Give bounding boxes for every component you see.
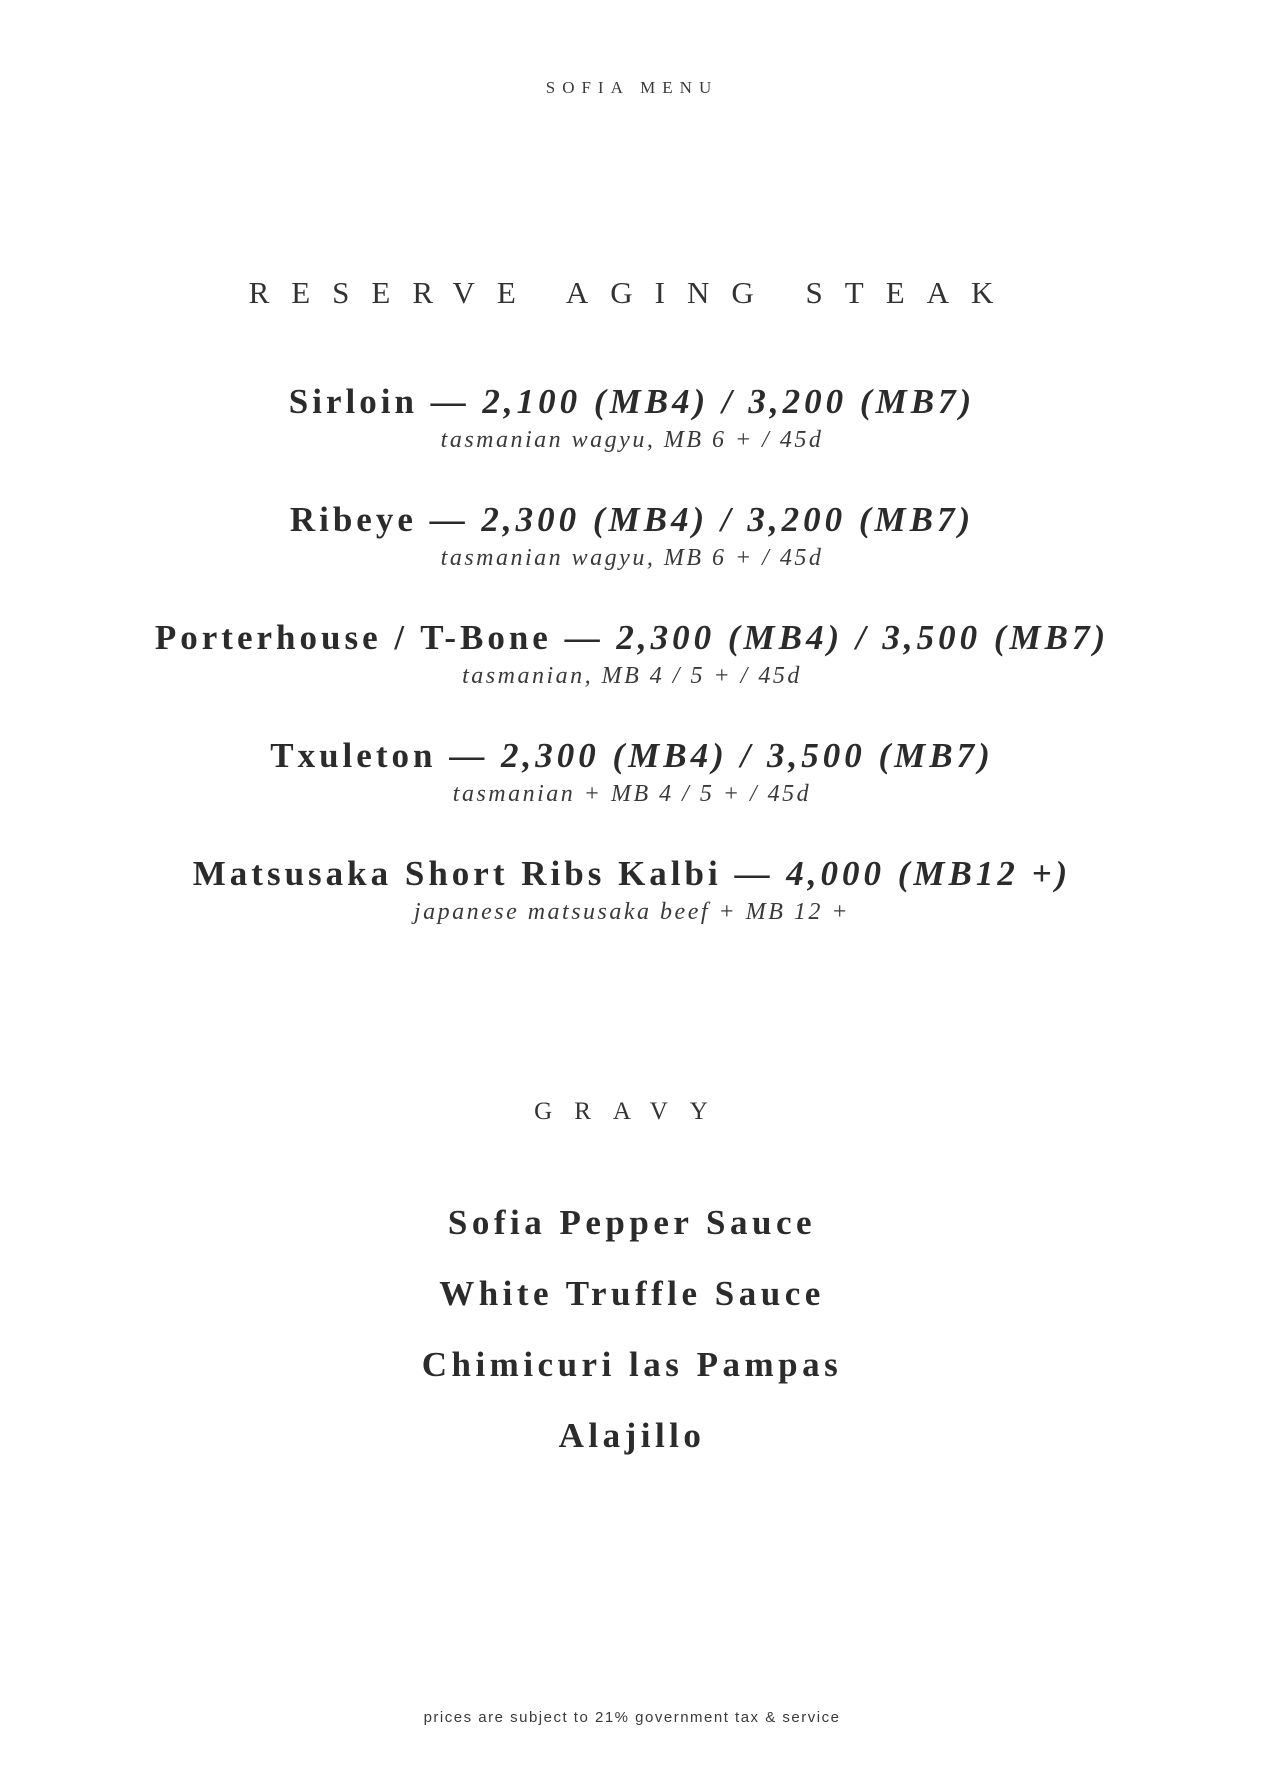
gravy-item-alajillo: Alajillo <box>558 1416 706 1455</box>
gravy-list <box>0 1198 1264 1482</box>
menu-item-description: tasmanian wagyu, MB 6 + / 45d <box>440 545 824 571</box>
price-separator: — <box>430 382 470 421</box>
menu-item-line <box>0 852 1264 896</box>
menu-item-description: tasmanian, MB 4 / 5 + / 45d <box>462 663 802 689</box>
menu-item-line <box>0 616 1264 660</box>
menu-item-price: 4,000 (MB12 +) <box>786 854 1072 893</box>
menu-item-price: 2,300 (MB4) / 3,500 (MB7) <box>616 618 1110 657</box>
menu-item-ribeye <box>0 498 1264 616</box>
price-separator: — <box>564 618 604 657</box>
page-title: SOFIA MENU <box>545 78 719 97</box>
gravy-item-white-truffle-sauce: White Truffle Sauce <box>439 1274 825 1313</box>
price-separator: — <box>734 854 774 893</box>
menu-item-name: Porterhouse / T-Bone <box>154 618 552 657</box>
gravy-item-sofia-pepper-sauce: Sofia Pepper Sauce <box>447 1203 817 1242</box>
price-separator: — <box>449 736 489 775</box>
menu-item-price: 2,100 (MB4) / 3,200 (MB7) <box>482 382 976 421</box>
menu-item-porterhouse-t-bone <box>0 616 1264 734</box>
menu-item-sirloin <box>0 380 1264 498</box>
steak-list <box>0 380 1264 970</box>
menu-item-name: Matsusaka Short Ribs Kalbi <box>192 854 722 893</box>
section-title-gravy: GRAVY <box>534 1098 730 1125</box>
menu-item-price: 2,300 (MB4) / 3,500 (MB7) <box>500 736 994 775</box>
menu-item-line <box>0 380 1264 424</box>
menu-item-name: Txuleton <box>270 736 437 775</box>
footer-tax-note: prices are subject to 21% government tax & service <box>423 1709 841 1726</box>
menu-item-name: Ribeye <box>289 500 417 539</box>
menu-item-price: 2,300 (MB4) / 3,200 (MB7) <box>481 500 975 539</box>
menu-item-line <box>0 734 1264 778</box>
menu-item-line <box>0 498 1264 542</box>
menu-item-description: tasmanian wagyu, MB 6 + / 45d <box>440 427 824 453</box>
menu-item-description: tasmanian + MB 4 / 5 + / 45d <box>452 781 812 807</box>
menu-item-txuleton <box>0 734 1264 852</box>
section-title-reserve-aging-steak: RESERVE AGING STEAK <box>248 275 1016 310</box>
gravy-item-chimicuri-las-pampas: Chimicuri las Pampas <box>421 1345 843 1384</box>
menu-item-name: Sirloin <box>288 382 418 421</box>
menu-item-description: japanese matsusaka beef + MB 12 + <box>413 899 851 925</box>
menu-item-matsusaka-short-ribs-kalbi <box>0 852 1264 970</box>
price-separator: — <box>429 500 469 539</box>
